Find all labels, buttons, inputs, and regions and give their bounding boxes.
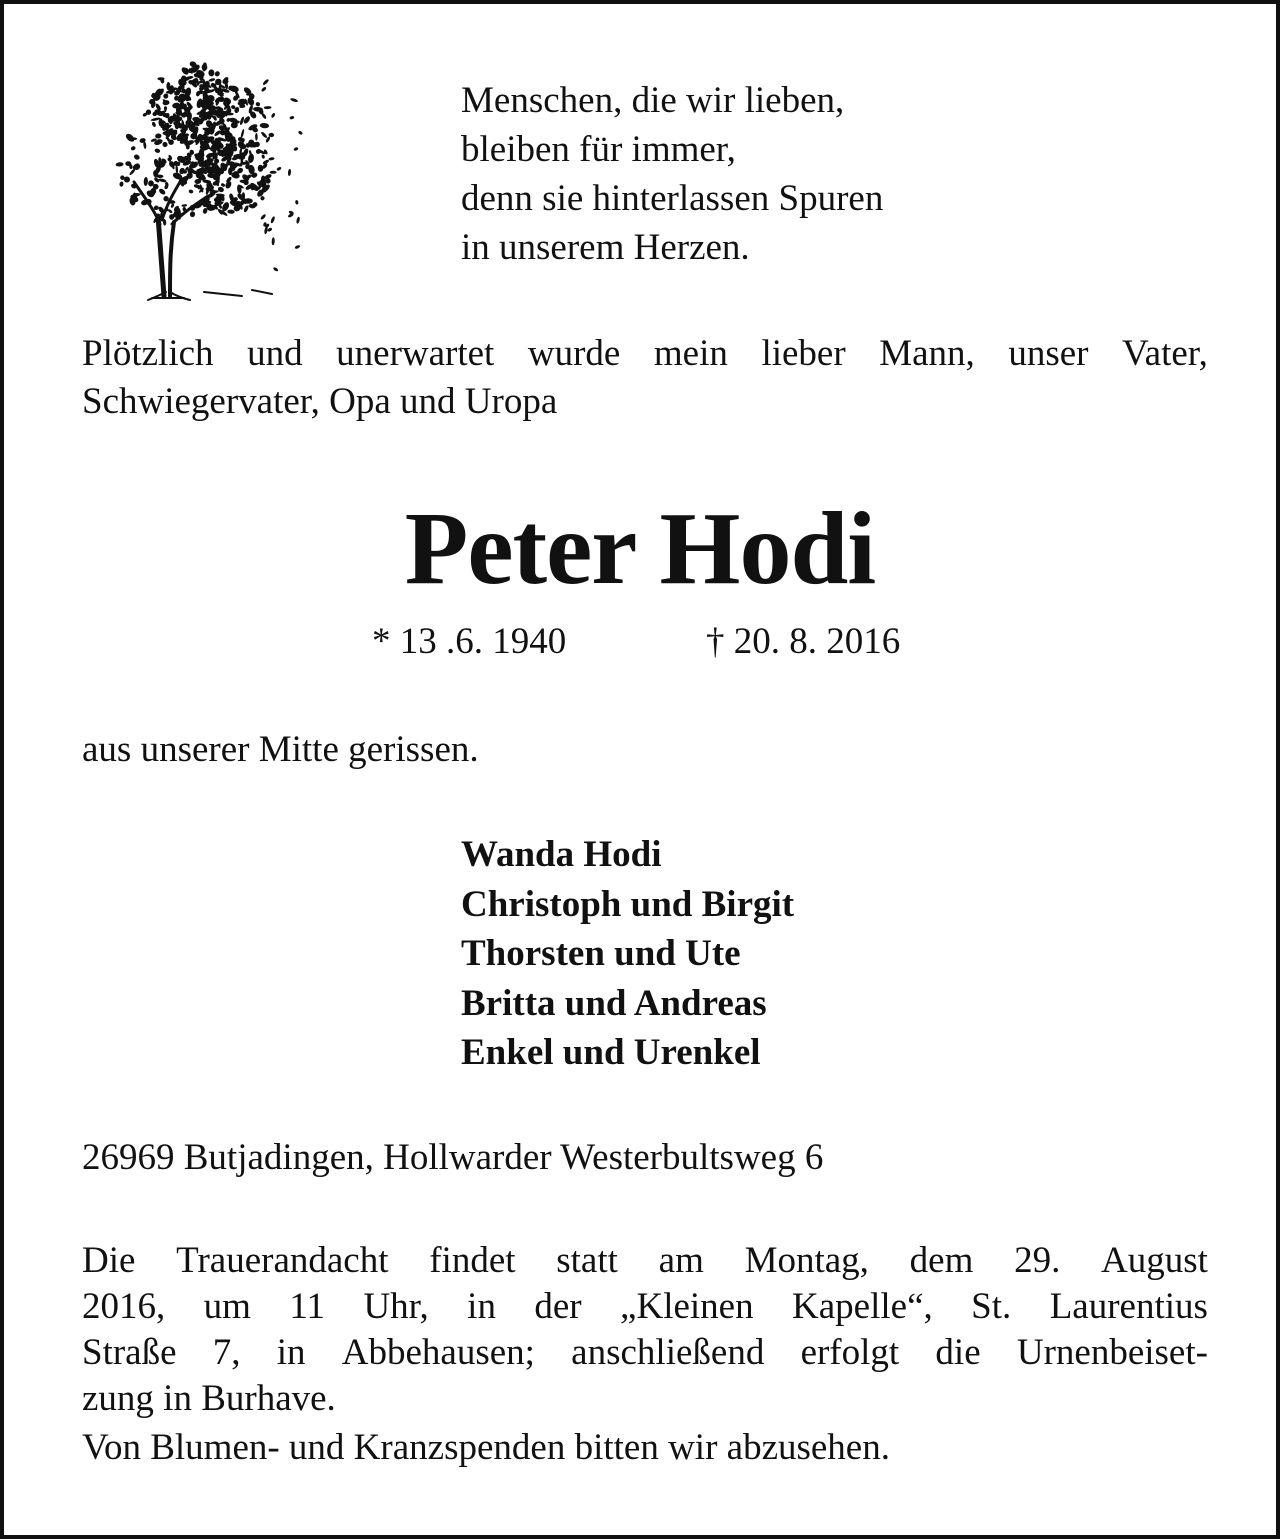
service-line (82, 1284, 1208, 1330)
intro-word: Mann, (879, 333, 975, 374)
flowers-note: Von Blumen- und Kranzspenden bitten wir abzusehen. (82, 1427, 890, 1468)
closing-text: aus unserer Mitte gerissen. (82, 729, 479, 770)
poem (461, 76, 1161, 272)
service-word: Straße (82, 1332, 177, 1373)
service-word: Montag, (744, 1240, 869, 1281)
intro-word: mein (653, 333, 728, 374)
service-word: erfolgt (800, 1332, 900, 1373)
service-word: Urnenbeiset- (1016, 1332, 1208, 1373)
service-word: um (203, 1286, 251, 1327)
intro-text (82, 330, 1208, 426)
poem-line: in unserem Herzen. (461, 227, 750, 268)
service-word: „Kleinen (620, 1286, 754, 1327)
family-member: Christoph und Birgit (461, 883, 795, 925)
death-date: † 20. 8. 2016 (706, 621, 901, 662)
address: 26969 Butjadingen, Hollwarder Westerbultsweg 6 (82, 1137, 824, 1178)
poem-line: bleiben für immer, (461, 129, 736, 170)
family-list (461, 830, 794, 1078)
intro-word: Vater, (1122, 333, 1208, 374)
service-word: Trauerandacht (176, 1240, 389, 1281)
service-word: findet (429, 1240, 516, 1281)
intro-word: lieber (761, 333, 846, 374)
intro-line-1 (82, 330, 1208, 378)
intro-word: Plötzlich (82, 333, 214, 374)
deceased-name: Peter Hodi (404, 491, 876, 606)
service-word: Kapelle“, (792, 1286, 933, 1327)
service-word: am (658, 1240, 704, 1281)
service-word: 2016, (82, 1286, 166, 1327)
intro-word: unser (1008, 333, 1089, 374)
intro-word: wurde (527, 333, 621, 374)
service-word: die (935, 1332, 981, 1373)
service-line (82, 1330, 1208, 1376)
family-member: Britta und Andreas (461, 982, 767, 1024)
service-word: in (467, 1286, 496, 1327)
service-word: der (534, 1286, 582, 1327)
service-word: 29. (1014, 1240, 1061, 1281)
service-line-last: zung in Burhave. (82, 1378, 336, 1419)
service-word: in (276, 1332, 306, 1373)
service-word: August (1101, 1240, 1208, 1281)
poem-line: denn sie hinterlassen Spuren (461, 178, 884, 219)
service-word: Die (82, 1240, 136, 1281)
family-member: Enkel und Urenkel (461, 1032, 761, 1073)
service-word: 11 (289, 1286, 326, 1327)
intro-word: unerwartet (336, 333, 495, 374)
poem-line: Menschen, die wir lieben, (461, 80, 845, 121)
intro-word: und (247, 333, 303, 374)
birth-date: * 13 .6. 1940 (372, 621, 567, 662)
tree-icon (112, 44, 312, 306)
family-member: Thorsten und Ute (461, 933, 741, 974)
service-word: dem (909, 1240, 974, 1281)
service-word: Laurentius (1049, 1286, 1208, 1327)
service-line (82, 1238, 1208, 1284)
intro-line-2: Schwiegervater, Opa und Uropa (82, 381, 558, 422)
service-word: 7, (212, 1332, 241, 1373)
service-info (82, 1238, 1208, 1422)
service-word: anschließend (571, 1332, 765, 1373)
service-word: St. (971, 1286, 1012, 1327)
family-member: Wanda Hodi (461, 834, 662, 875)
service-word: Abbehausen; (341, 1332, 535, 1373)
service-word: Uhr, (363, 1286, 429, 1327)
service-word: statt (556, 1240, 618, 1281)
